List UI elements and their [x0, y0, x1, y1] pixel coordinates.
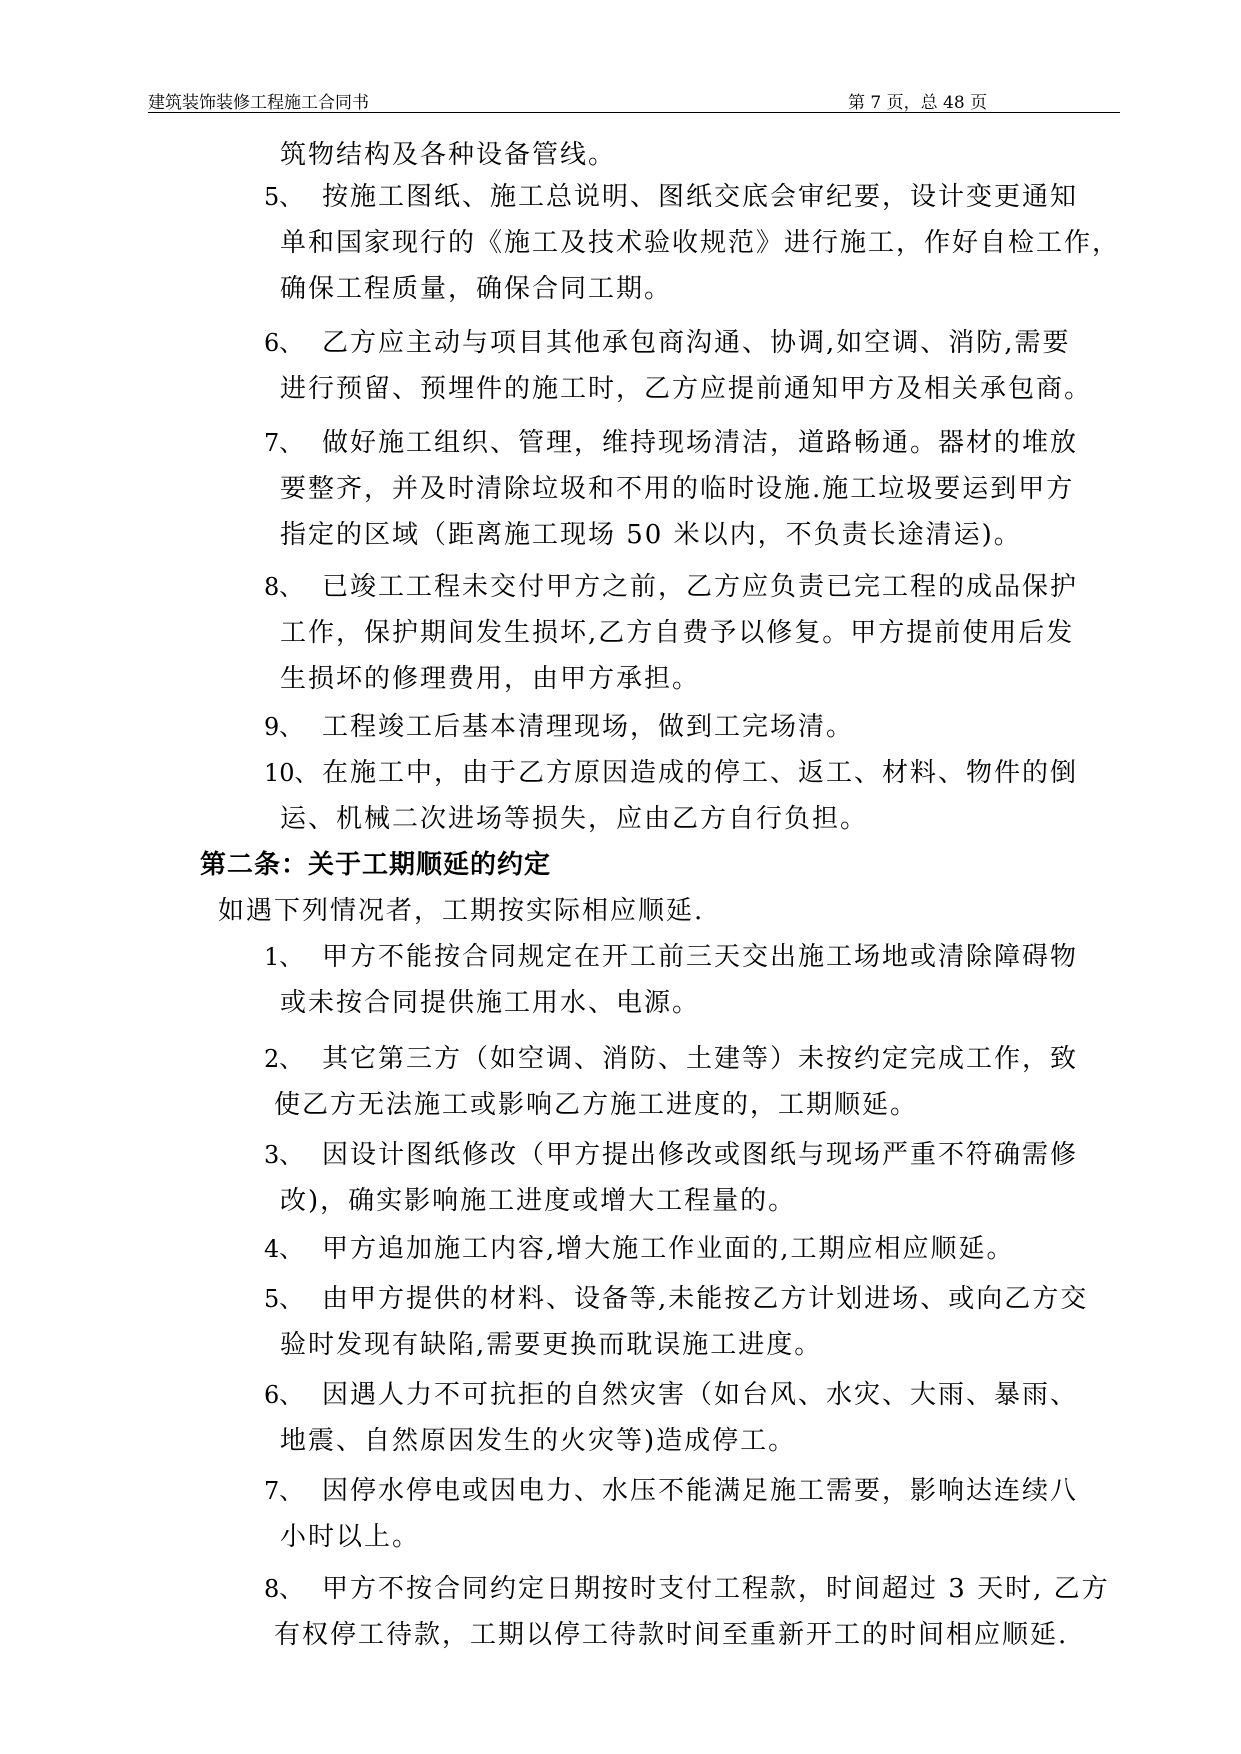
text-line: 甲方追加施工内容,增大施工作业面的,工期应相应顺延。 [322, 1234, 1015, 1264]
item-number: 7、 [264, 1477, 304, 1505]
text-line: 做好施工组织、管理，维持现场清洁，道路畅通。器材的堆放 [322, 428, 1079, 458]
text-line: 单和国家现行的《施工及技术验收规范》进行施工，作好自检工作， [280, 228, 1121, 258]
item-number: 3、 [264, 1141, 304, 1169]
section-heading: 第二条：关于工期顺延的约定 [200, 850, 552, 880]
text-line: 工程竣工后基本清理现场，做到工完场清。 [322, 712, 855, 742]
item-number: 8、 [264, 1575, 304, 1603]
text-line: 已竣工工程未交付甲方之前，乙方应负责已完工程的成品保护 [322, 572, 1079, 602]
text-line: 因停水停电或因电力、水压不能满足施工需要，影响达连续八 [322, 1476, 1079, 1506]
text-line: 或未按合同提供施工用水、电源。 [280, 988, 701, 1018]
item-number: 4、 [264, 1235, 304, 1263]
text-line: 进行预留、预埋件的施工时，乙方应提前通知甲方及相关承包商。 [280, 374, 1093, 404]
item-number: 6、 [264, 329, 304, 357]
text-line: 由甲方提供的材料、设备等,未能按乙方计划进场、或向乙方交 [322, 1284, 1089, 1314]
text-line: 筑物结构及各种设备管线。 [280, 140, 617, 170]
text-line: 确保工程质量，确保合同工期。 [280, 274, 673, 304]
text-line: 乙方应主动与项目其他承包商沟通、协调,如空调、消防,需要 [322, 328, 1071, 358]
item-number: 10、 [264, 759, 319, 787]
text-line: 因遇人力不可抗拒的自然灾害（如台风、水灾、大雨、暴雨、 [322, 1380, 1079, 1410]
page-header [148, 82, 1120, 116]
item-number: 7、 [264, 429, 304, 457]
text-line: 甲方不能按合同规定在开工前三天交出施工场地或清除障碍物 [322, 942, 1079, 972]
text-line: 生损坏的修理费用，由甲方承担。 [280, 664, 701, 694]
item-number: 2、 [264, 1045, 304, 1073]
item-number: 8、 [264, 573, 304, 601]
text-line: 验时发现有缺陷,需要更换而耽误施工进度。 [280, 1330, 823, 1360]
item-number: 1、 [264, 943, 304, 971]
text-line: 甲方不按合同约定日期按时支付工程款，时间超过 3 天时, 乙方 [322, 1574, 1110, 1604]
text-line: 地震、自然原因发生的火灾等)造成停工。 [280, 1426, 797, 1456]
text-line: 要整齐，并及时清除垃圾和不用的临时设施.施工垃圾要运到甲方 [280, 474, 1075, 504]
item-number: 5、 [264, 183, 304, 211]
text-line: 其它第三方（如空调、消防、土建等）未按约定完成工作，致 [322, 1044, 1079, 1074]
text-line: 小时以上。 [280, 1522, 421, 1552]
text-line: 使乙方无法施工或影响乙方施工进度的，工期顺延。 [274, 1090, 919, 1120]
text-line: 改)，确实影响施工进度或增大工程量的。 [280, 1186, 797, 1216]
text-line: 指定的区域（距离施工现场 50 米以内，不负责长途清运)。 [280, 520, 1022, 550]
page-number: 第 7 页，总 48 页 [848, 93, 988, 113]
document-title: 建筑装饰装修工程施工合同书 [148, 93, 369, 113]
text-line: 有权停工待款，工期以停工待款时间至重新开工的时间相应顺延. [274, 1620, 1069, 1650]
text-line: 工作，保护期间发生损坏,乙方自费予以修复。甲方提前使用后发 [280, 618, 1075, 648]
text-line: 按施工图纸、施工总说明、图纸交底会审纪要，设计变更通知 [322, 182, 1079, 212]
text-line: 在施工中，由于乙方原因造成的停工、返工、材料、物件的倒 [322, 758, 1079, 788]
item-number: 9、 [264, 713, 304, 741]
section-intro: 如遇下列情况者，工期按实际相应顺延. [218, 896, 705, 926]
item-number: 6、 [264, 1381, 304, 1409]
text-line: 运、机械二次进场等损失，应由乙方自行负担。 [280, 804, 869, 834]
text-line: 因设计图纸修改（甲方提出修改或图纸与现场严重不符确需修 [322, 1140, 1079, 1170]
header-rule [148, 112, 1120, 113]
item-number: 5、 [264, 1285, 304, 1313]
